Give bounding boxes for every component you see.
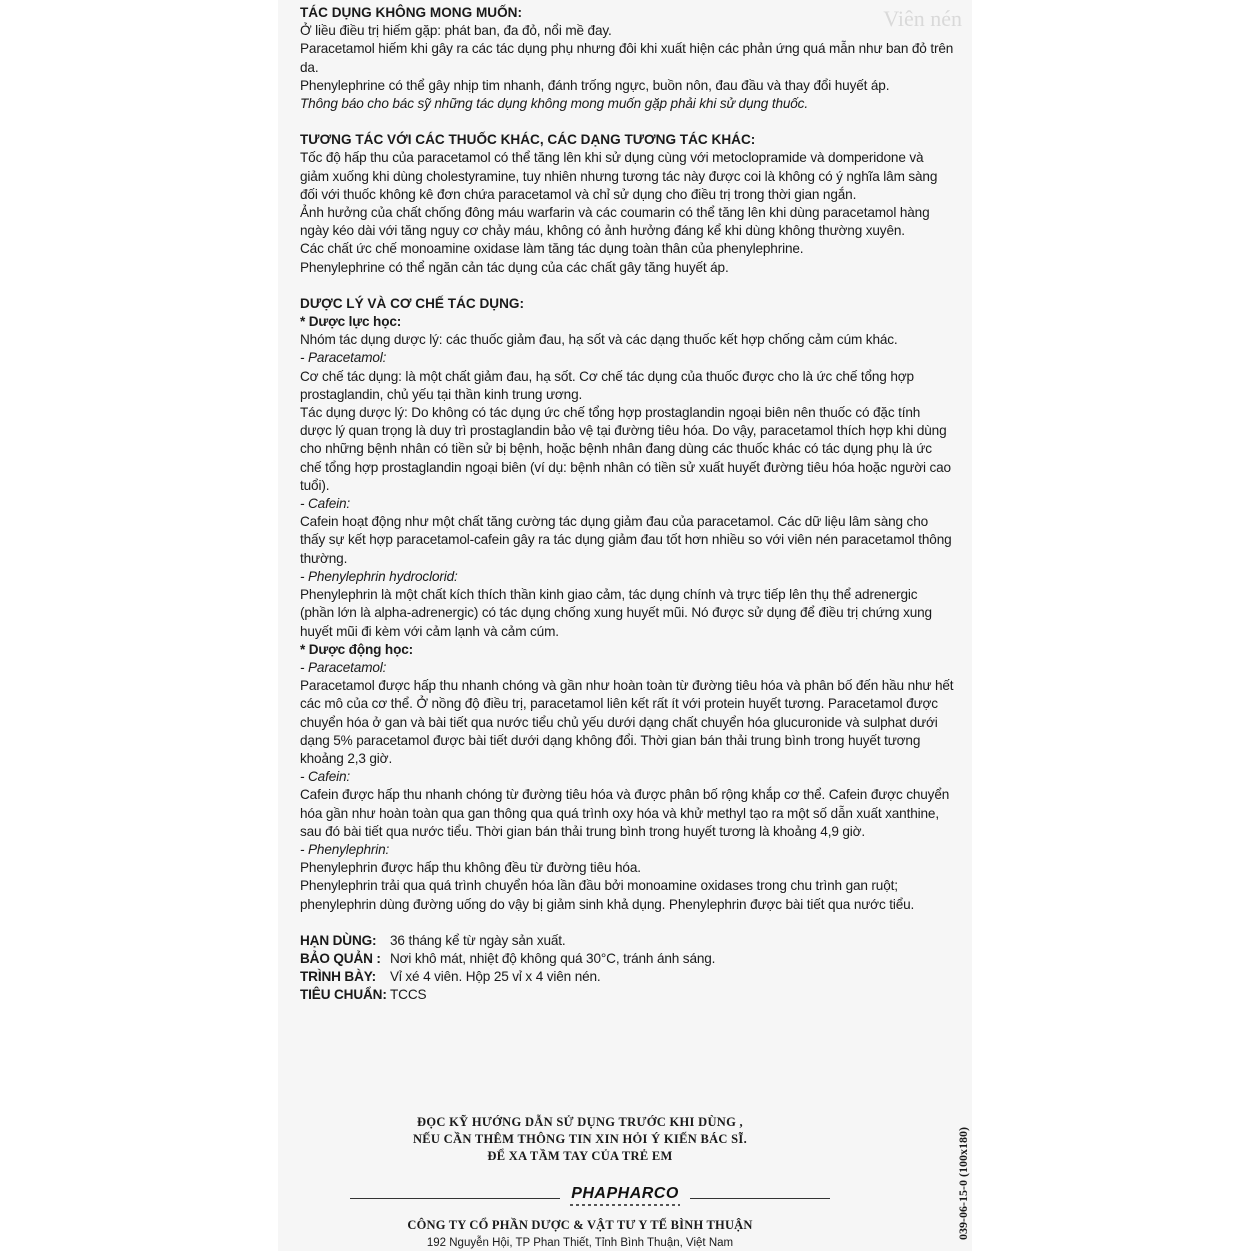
standard-value: TCCS <box>390 987 427 1003</box>
storage-value: Nơi khô mát, nhiệt độ không quá 30°C, tránh ánh sáng. <box>390 950 716 966</box>
warning-line: NẾU CẦN THÊM THÔNG TIN XIN HỎI Ý KIẾN BÁC SĨ. <box>412 1132 748 1146</box>
interactions-line: Ảnh hưởng của chất chống đông máu warfarin và các coumarin có thể tăng lên khi dùng paracetamol hàng ngày kéo dài với tăng nguy cơ chảy máu, không có ảnh hưởng đáng kể khi dùng không thường xuyên. <box>300 205 930 239</box>
brand-logo: PHAPHARCO <box>571 1185 679 1202</box>
usage-warning <box>300 1114 860 1165</box>
pd-paracetamol-mechanism: Cơ chế tác dụng: là một chất giảm đau, hạ sốt. Cơ chế tác dụng của thuốc được cho là ức chế tổng hợp prostaglandin, chủ yếu tại thần kinh trung ương. <box>300 368 914 402</box>
interactions-line: Tốc độ hấp thu của paracetamol có thể tăng lên khi sử dụng cùng với metoclopramide và domperidone và giảm xuống khi dùng cholestyramine, tuy nhiên nhưng tương tác này được coi là không có ý nghĩa lâm sàng đối với thuốc không kê đơn chứa paracetamol và chỉ sử dụng cho điều trị trong thời gian ngắn. <box>300 150 938 202</box>
pd-paracetamol-effect: Tác dụng dược lý: Do không có tác dụng ức chế tổng hợp prostaglandin ngoại biên nên thuốc có đặc tính dược lý quan trọng là duy trì prostaglandin bảo vệ tại đường tiêu hóa. Do vậy, paracetamol thích hợp khi dùng cho những bệnh nhân có tiền sử bị bệnh, hoặc bệnh nhân đang dùng các thuốc khác có tác dụng phụ là ức chế tổng hợp prostaglandin ngoại biên (ví dụ: bệnh nhân có tiền sử xuất huyết đường tiêu hóa hoặc người cao tuổi). <box>300 405 951 493</box>
interactions-line: Phenylephrine có thể ngăn cản tác dụng của các chất gây tăng huyết áp. <box>300 259 729 275</box>
pd-cafein-text: Cafein hoạt động như một chất tăng cường tác dụng giảm đau của paracetamol. Các dữ liệu lâm sàng cho thấy sự kết hợp paracetamol-cafein gây ra tác dụng giảm đau tốt hơn nhiều so với viên nén paracetamol thông thường. <box>300 514 952 566</box>
pk-phenylephrin-text: Phenylephrin được hấp thu không đều từ đường tiêu hóa. <box>300 860 641 876</box>
side-effects-line: Ở liều điều trị hiếm gặp: phát ban, đa đỏ, nổi mề đay. <box>300 23 612 39</box>
storage-row <box>300 950 954 968</box>
standard-label: TIÊU CHUẨN: <box>300 987 387 1003</box>
divider-right <box>690 1198 830 1199</box>
pharmacology-heading: DƯỢC LÝ VÀ CƠ CHẾ TÁC DỤNG: <box>300 295 525 311</box>
side-effects-line: Phenylephrine có thể gây nhịp tim nhanh, đánh trống ngực, buồn nôn, đau đầu và thay đổi huyết áp. <box>300 77 890 93</box>
pharmacology-section <box>300 295 954 914</box>
side-effects-line: Paracetamol hiếm khi gây ra các tác dụng phụ nhưng đôi khi xuất hiện các phản ứng quá mẫn như ban đỏ trên da. <box>300 41 954 75</box>
bleed-through-text: Viên nén <box>883 6 962 31</box>
pk-phenylephrin-label: - Phenylephrin: <box>300 841 390 857</box>
interactions-line: Các chất ức chế monoamine oxidase làm tăng tác dụng toàn thân của phenylephrine. <box>300 241 804 257</box>
pd-phenylephrin-text: Phenylephrin là một chất kích thích thần kinh giao cảm, tác dụng chính và trực tiếp lên thụ thể adrenergic (phần lớn là alpha-adrenergic) có tác dụng chống xung huyết mũi. Nó được sử dụng để điều trị chứng xung huyết mũi đi kèm với cảm lạnh và cảm cúm. <box>300 587 932 639</box>
brand-row <box>300 1185 860 1209</box>
divider-left <box>350 1198 560 1199</box>
pd-paracetamol-label: - Paracetamol: <box>300 350 387 366</box>
company-name: CÔNG TY CỔ PHẦN DƯỢC & VẬT TƯ Y TẾ BÌNH THUẬN <box>407 1218 753 1232</box>
packaging-label: TRÌNH BÀY: <box>300 969 377 985</box>
pd-phenylephrin-label: - Phenylephrin hydroclorid: <box>300 568 458 584</box>
pk-cafein-text: Cafein được hấp thu nhanh chóng từ đường tiêu hóa và được phân bố rộng khắp cơ thể. Cafein được chuyển hóa gần như hoàn toàn qua gan thông qua quá trình oxy hóa và khử methyl tạo ra một số dẫn xuất xanthine, sau đó bài tiết qua nước tiểu. Thời gian bán thải trung bình trong huyết tương là khoảng 4,9 giờ. <box>300 787 950 839</box>
pharmacodynamics-title: * Dược lực học: <box>300 314 402 330</box>
pk-paracetamol-text: Paracetamol được hấp thu nhanh chóng và gần như hoàn toàn từ đường tiêu hóa và phân bố đến hầu như hết các mô của cơ thể. Ở nồng độ điều trị, paracetamol liên kết rất ít với protein huyết tương. Paracetamol được chuyển hóa ở gan và bài tiết qua nước tiểu chủ yếu dưới dạng chất chuyển hóa glucuronide và sulphat dưới dạng 5% paracetamol được bài tiết dưới dạng không đổi. Thời gian bán thải trung bình trong huyết tương khoảng 2,3 giờ. <box>300 678 954 766</box>
shelf-life-value: 36 tháng kể từ ngày sản xuất. <box>390 932 566 948</box>
pharmacology-group: Nhóm tác dụng dược lý: các thuốc giảm đau, hạ sốt và các dạng thuốc kết hợp chống cảm cúm khác. <box>300 332 898 348</box>
side-effects-notice: Thông báo cho bác sỹ những tác dụng không mong muốn gặp phải khi sử dụng thuốc. <box>300 96 808 112</box>
leaflet-content <box>300 4 954 1005</box>
packaging-row <box>300 968 954 986</box>
interactions-heading: TƯƠNG TÁC VỚI CÁC THUỐC KHÁC, CÁC DẠNG TƯƠNG TÁC KHÁC: <box>300 132 756 148</box>
shelf-life-label: HẠN DÙNG: <box>300 932 377 948</box>
warning-line: ĐỂ XA TẦM TAY CỦA TRẺ EM <box>487 1149 673 1163</box>
side-effects-section <box>300 4 954 113</box>
shelf-life-row <box>300 932 954 950</box>
logo-underline <box>570 1204 680 1206</box>
storage-label: BẢO QUẢN : <box>300 950 381 966</box>
pk-cafein-label: - Cafein: <box>300 769 351 785</box>
document-code: 039-06-15-0 (100x180) <box>956 1127 970 1240</box>
company-address: 192 Nguyễn Hội, TP Phan Thiết, Tỉnh Bình Thuận, Việt Nam <box>426 1237 734 1249</box>
pk-paracetamol-label: - Paracetamol: <box>300 659 387 675</box>
pk-phenylephrin-text: Phenylephrin trải qua quá trình chuyển hóa lần đầu bởi monoamine oxidases trong chu trình gan ruột; phenylephrin dùng đường uống do vậy bị giảm sinh khả dụng. Phenylephrin được bài tiết qua nước tiểu. <box>300 878 915 912</box>
interactions-section <box>300 131 954 277</box>
standard-row <box>300 986 954 1004</box>
pd-cafein-label: - Cafein: <box>300 496 351 512</box>
side-effects-heading: TÁC DỤNG KHÔNG MONG MUỐN: <box>300 5 523 20</box>
warning-line: ĐỌC KỸ HƯỚNG DẪN SỬ DỤNG TRƯỚC KHI DÙNG , <box>417 1115 743 1129</box>
storage-section <box>300 932 954 1005</box>
packaging-value: Vỉ xé 4 viên. Hộp 25 vỉ x 4 viên nén. <box>390 969 601 985</box>
pharmacokinetics-title: * Dược động học: <box>300 641 414 657</box>
